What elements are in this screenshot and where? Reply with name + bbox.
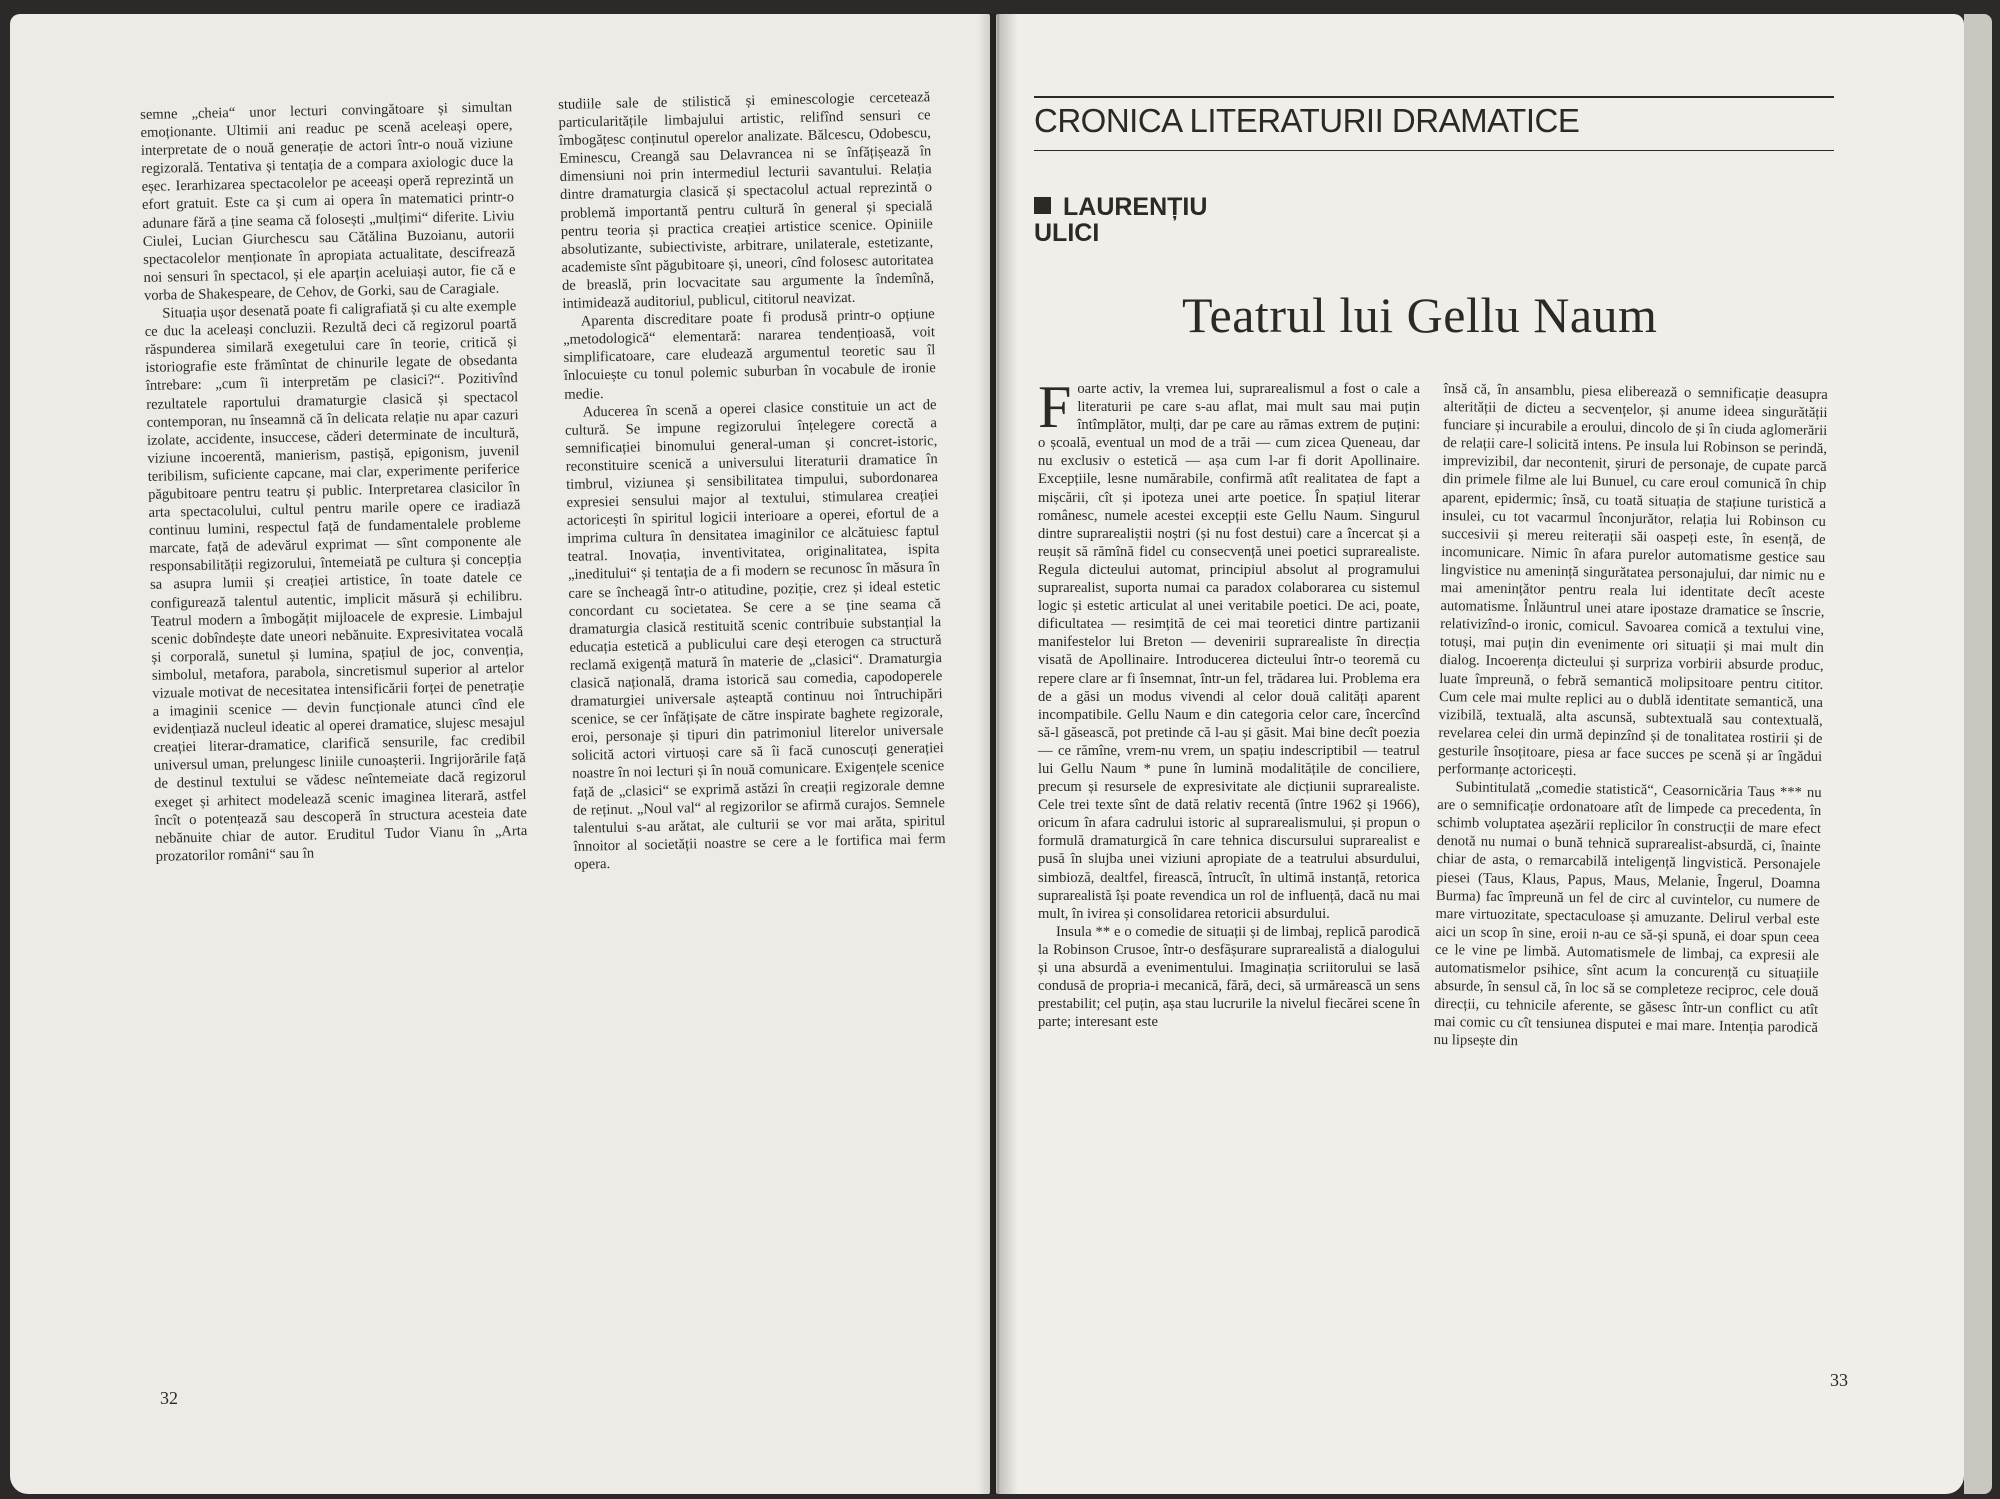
author-last-name: ULICI [1034, 219, 1100, 247]
page-number: 32 [160, 1388, 178, 1408]
author-name [1034, 194, 1207, 246]
paragraph: Insula ** e o comedie de situații și de limbaj, replică parodică la Robinson Crusoe, într-o desfășurare suprarealistă a dialogului și una absurdă a evenimentului. Imaginația scriitorului se lasă condusă de propria-i mecanică, fără, deci, să urmărească un sens prestabilit; cel puțin, așa stau lucrurile la nivelul fiecărei scene în parte; interesant este [1038, 923, 1420, 1031]
article-title: Teatrul lui Gellu Naum [1182, 287, 1658, 343]
left-page-column-1 [140, 98, 528, 866]
paragraph [1038, 374, 1420, 923]
paragraph-text: oarte activ, la vremea lui, suprarealismul a fost o cale a literaturii pe care s-au aflat, mai mult sau mai puțin întîmplător, mulți, dar pe care au rămas extrem de puțini: o școală, eventual un mod de a trăi — cum zicea Queneau, dar nu exclusiv o estetică — așa cum l-ar fi dorit Apollinaire. Excepțiile, lesne numărabile, confirmă atît realitatea de fapt a mișcării, cît și ipoteza unei arte poetice. În spațiul literar românesc, numele acestei excepții este Gellu Naum. Singurul dintre suprarealiștii noștri (și nu fost destui) care a încercat și a reușit să rămînă fidel cu consecvență unei poetici suprarealiste. Regula dicteului automat, principiul absolut al programului suprarealist, suporta numai ca paradox colaborarea cu sistemul logic și estetic articulat al unei veritabile poetici. De aci, poate, dificultatea — resimțită de cei mai teoretici dintre partizanii manifestelor lui Breton — devenirii suprarealiste în direcția visată de Apollinaire. Introducerea dicteului într-o teoremă cu repere clare ar fi însemnat, într-un fel, trădarea lui. Problema era de a găsi un modus vivendi al celor două calități aparent incompatibile. Gellu Naum e din categoria celor care, încercînd să-l găsească, pot pretinde că l-au și găsit. Mai bine decît poezia — ce rămîne, vrem-nu vrem, un spațiu indescriptibil — teatrul lui Gellu Naum * pune în lumină modalitățile de conciliere, precum și resursele de expresivitate ale dicțiunii suprarealiste. Cele trei texte sînt de dată relativ recentă (între 1962 și 1966), oricum în afara cadrului istoric al suprarealismului, și propun o formulă dramaturgică în care tehnica discursului suprarealist e pusă în slujba unei viziuni apropiate de a teatrului absurdului, simbioză, dealtfel, firească, întrucît, în ultimă instanță, retorica suprarealistă își poate revendica un rol de influență, dacă nu mai mult, în ivirea și consolidarea retoricii absurdului. [1038, 381, 1420, 922]
drop-cap: F [1038, 374, 1072, 440]
divider [1034, 150, 1834, 151]
paragraph: însă că, în ansamblu, piesa eliberează o semnificație deasupra alterității de dicteu a secvențelor, și anume ideea singurătății funciare și incurabile a eroului, dincolo de și în ciuda aglomerării de relații care-l solicită intens. Pe insula lui Robinson se perindă, imprevizibil, dar necontenit, șiruri de personaje, de cupate parcă din primele filme ale lui Bunuel, cu care eroul comunică în chip aparent, epidermic; însă, cu toată situația de stațiune turistică a insulei, cu tot vacarmul înconjurător, relația lui Robinson cu succesivii și mereu reiterații săi oaspeți este, în esență, de incomunicare. Nimic în afara purelor automatisme gestice sau lingvistice nu amenință singurătatea personajului, dar nimic nu e mai amenințător pentru reala lui identitate decît aceste automatisme. Înlăuntrul unei atare ipostaze dramatice se înscrie, relativizînd-o ironic, comicul. Savoarea comică a textului vine, totuși, mai puțin din evenimente ori situații și mai mult din dialog. Incoerența dicteului și surpriza vorbirii absurde produc, luate împreună, o febră semantică molipsitoare pentru cititor. Cum cele mai multe replici au o dublă identitate semantică, una vizibilă, textuală, alta ascunsă, subtextuală sau contextuală, revelarea celei din urmă depinzînd și de tonalitatea rostirii și de gesturile însoțitoare, piesa ar face succes pe scenă și ar îngădui performanțe actoricești. [1437, 380, 1828, 780]
page-edge [1964, 14, 1992, 1494]
paragraph: Situația ușor desenată poate fi caligrafiată și cu alte exemple ce duc la aceleași concluzii. Rezultă deci că regizorul poartă răspunderea similară exegetului care în teorie, critică și istoriografie este frămîntat de chinurile legate de obsedanta întrebare: „cum îi interpretăm pe clasici?“. Pozitivînd rezultatele raportului dramaturgie clasică și spectacol contemporan, nu înseamnă că în delicata relație nu apar cazuri izolate, accidente, insuccese, căderi determinate de incultură, viziune incoerentă, manierism, pastișă, epigonism, juvenil teribilism, suficiente capcane, mai clar, experimente periferice păgubitoare pentru teatru și public. Interpretarea clasicilor în arta spectacolului, cultul pentru marile opere ce iradiază continuu lumini, respectul față de fundamentalele probleme marcate, față de adevărul exprimat — sînt componente ale responsabilității regizorului, întemeiată pe cultura și concepția sa asupra lumii și creației artistice, în toate datele ce configurează talentul autentic, implicit măsură și echilibru. Teatrul modern a îmbogățit mijloacele de expresie. Limbajul scenic dobîndește date uneori nebănuite. Expresivitatea vocală și corporală, sunetul și lumina, spațiul de joc, convenția, simbolul, metafora, parabola, sincretismul superior al artelor vizuale motivat de necesitatea intensificării forței de penetrație a imaginii scenice — devin funcționale atunci cînd ele evidențiază nucleul ideatic al operei dramatice, slujesc mesajul creației literar-dramatice, clarifică sensurile, fac credibil universul uman, prelungesc liniile cunoașterii. Ingrijorările față de destinul textului se vădesc neîntemeiate dacă regizorul exeget și arhitect modelează scenic imaginea literară, astfel încît o potențează sau descoperă în structura acesteia date nebănuite chiar de autor. Eruditul Tudor Vianu în „Arta prozatorilor români“ sau în [144, 298, 528, 865]
page-number: 33 [1830, 1370, 1848, 1390]
square-bullet-icon [1034, 197, 1051, 214]
paragraph: studiile sale de stilistică și eminescologie cercetează particularitățile limbajului artistic, relifînd sensuri ce îmbogățesc conținutul operelor analizate. Bălcescu, Odobescu, Eminescu, Creangă sau Delavrancea ni se înfățișează în dimensiuni noi prin intermediul lecturii savantului. Relația dintre dramaturgia clasică și spectacolul actual reprezintă o problemă importantă pentru cultură în general și specială pentru teoria și practica creației artistice scenice. Opiniile absolutizante, subiectiviste, arbitrare, unilaterale, estetizante, academiste sînt păgubitoare și, uneori, cînd folosesc autoritatea de breaslă, prin locvacitate sau argumente la îndemînă, intimidează auditoriul, publicul, cititorul neavizat. [558, 89, 935, 312]
right-page-column-1 [1038, 374, 1420, 1031]
left-page-column-2 [558, 88, 946, 874]
book-gutter [978, 14, 1018, 1494]
paragraph: Aducerea în scenă a operei clasice constituie un act de cultură. Se impune regizorului înțelegere corectă a semnificației binomului general-uman și concret-istoric, reconstituire scenică a universului literaturii dramatice în timbrul, viziunea și sensibilitatea timpului, subordonarea expresiei sensului major al textului, stimularea creației actoricești în spiritul logicii interioare a operei, efortul de a imprima cultura în densitatea imaginilor ce alcătuiesc faptul teatral. Inovația, inventivitatea, originalitatea, ispita „ineditului“ și tentația de a fi modern se recunosc în măsura în care se încheagă într-o atitudine, poziție, crez și ideal estetic concordant cu societatea. Se cere a se ține seama că dramaturgia clasică restituită scenic contribuie substanțial la educația estetică a publicului care deși eterogen ca structură reclamă exigență matură în materie de „clasici“. Dramaturgia clasică națională, drama istorică sau comedia, capodoperele dramaturgiei universale așteaptă continuu noi întruchipări scenice, se cer înfățișate de către inspirate baghete regizorale, eroi, personaje și tipuri din patrimoniul literelor universale solicită actori virtuoși care să îi facă cunoscuți generației noastre în noi lecturi și în nouă comunicare. Exigențele scenice față de „clasici“ se exprimă astăzi în creații regizorale demne de reținut. „Noul val“ al regizorilor se afirmă curajos. Semnele talentului s-au arătat, ale culturii se vor mai arăta, spiritul înnoitor al societății noastre se cere a le fortifica mai ferm opera. [564, 396, 946, 873]
section-title: CRONICA LITERATURII DRAMATICE [1034, 102, 1580, 139]
right-page-column-2 [1433, 380, 1827, 1055]
paragraph: Subintitulată „comedie statistică“, Ceasornicăria Taus *** nu are o semnificație ordonatoare atît de limpede ca precedenta, în schimb voluptatea așezării replicilor în construcții de mare efect denotă nu numai o bună tehnică suprarealist-absurdă, ci, înainte chiar de asta, o remarcabilă inteligență lingvistică. Personajele piesei (Taus, Klaus, Papus, Maus, Melanie, Îngerul, Doamna Burma) fac împreună un fel de circ al cuvintelor, cu numere de mare virtuozitate, spectaculoase și amuzante. Delirul verbal este aici un scop în sine, eroii n-au ce să-și spună, ei doar spun ceea ce le vine pe limbă. Automatismele de limbaj, ca expresii ale automatismelor psihice, sînt acum la concurență cu situațiile absurde, în sensul că, în loc să se completeze reciproc, cele două direcții, cu tehnicile aferente, se găsesc într-un conflict cu atît mai comic cu cît tensiunea disputei e mai mare. Intenția parodică nu lipsește din [1433, 779, 1822, 1050]
paragraph: Aparenta discreditare poate fi produsă printr-o opțiune „metodologică“ elementară: nararea tendențioasă, voit simplificatoare, care eludează argumentul teoretic sau îl înlocuiește cu tonul polemic suburban în vocabule de ironie medie. [562, 306, 936, 403]
left-page [10, 14, 990, 1494]
author-first-name: LAURENȚIU [1063, 193, 1208, 221]
right-page [996, 14, 1964, 1494]
divider [1034, 96, 1834, 98]
paragraph: semne „cheia“ unor lecturi convingătoare și simultan emoționante. Ultimii ani readuc pe scenă aceleași opere, interpretate de o nouă generație de actori într-o nouă viziune regizorală. Tentativa și tentația de a compara axiologic duce la eșec. Ierarhizarea spectacolelor pe aceeași operă reprezintă un efort gratuit. Este ca și cum ai opera în matematici printr-o adunare fără a ține seama că folosești „mulțimi“ diferite. Liviu Ciulei, Lucian Giurchescu sau Cătălina Buzoianu, autorii spectacolelor menționate în apropiata actualitate, descifrează noi sensuri în spectacol, și ele aparțin aceluiași autor, fie că e vorba de Shakespeare, de Cehov, de Gorki, sau de Caragiale. [140, 99, 516, 304]
